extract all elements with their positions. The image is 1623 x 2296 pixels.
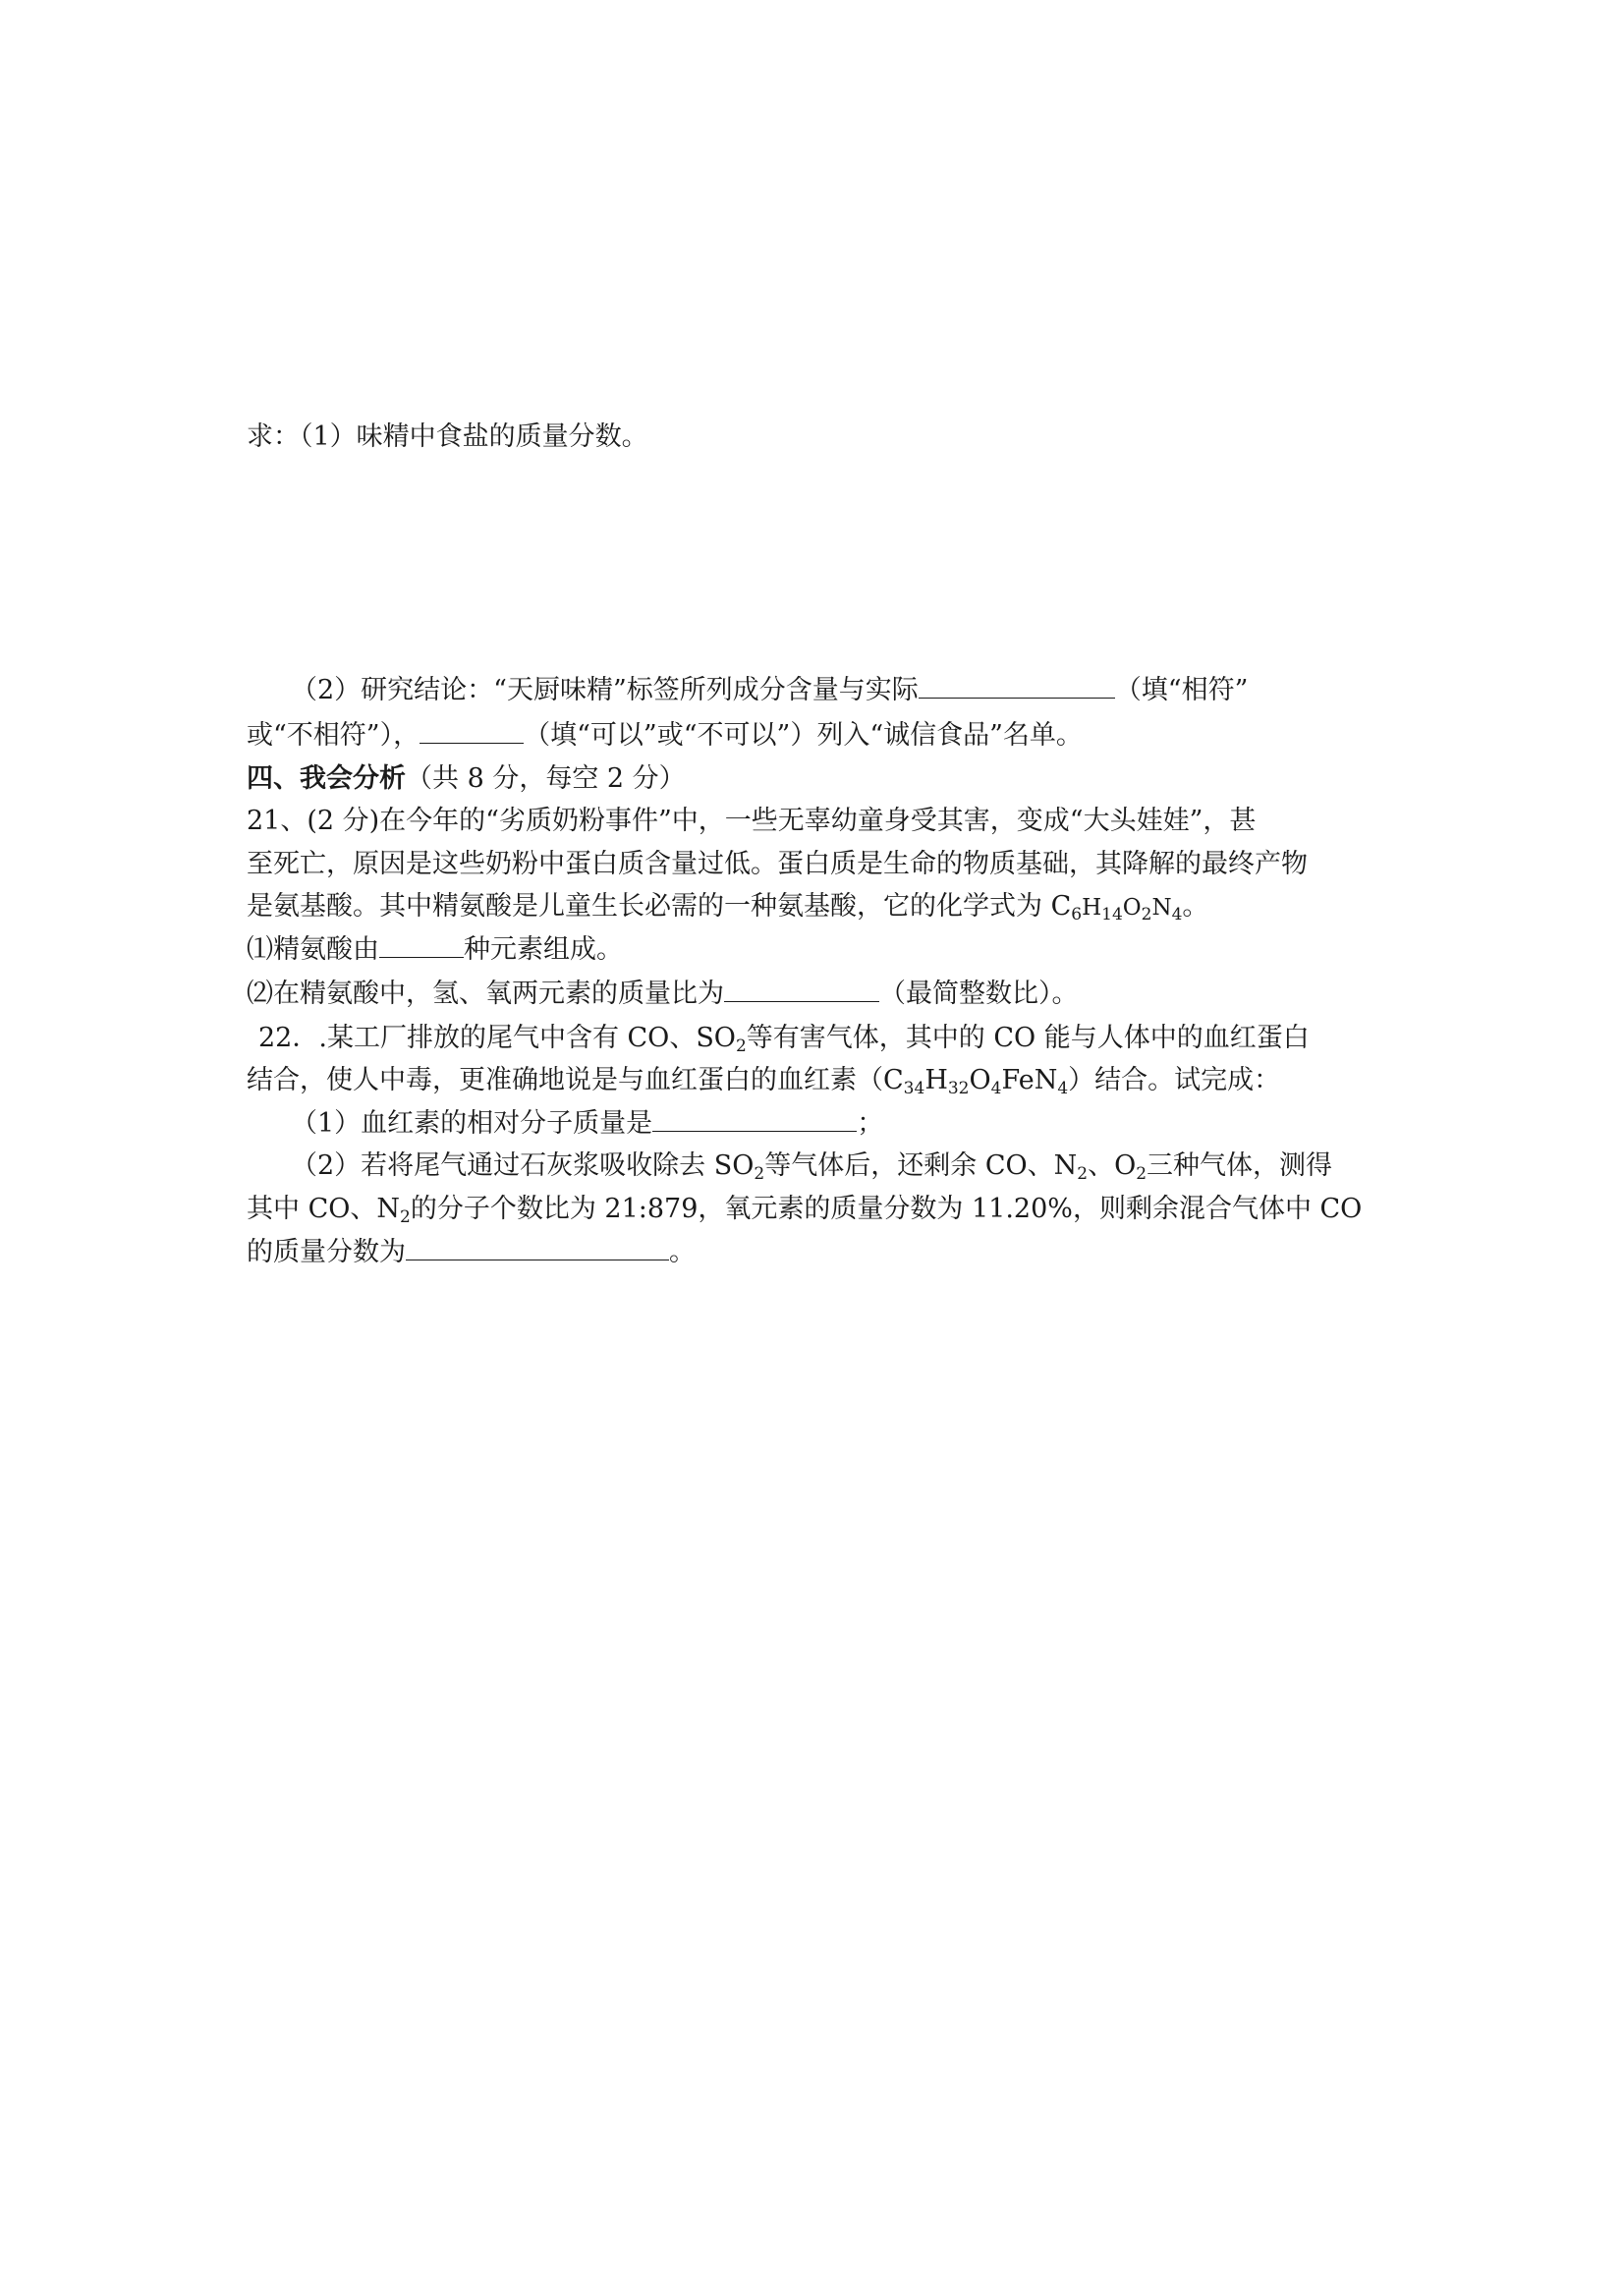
- q22-sub2-text-c: 、O: [1088, 1150, 1137, 1181]
- q21-line1: 21、(2 分)在今年的“劣质奶粉事件”中，一些无辜幼童身受其害，变成“大头娃娃”，甚: [247, 806, 1257, 836]
- section-4-title: 四、我会分析: [247, 763, 406, 794]
- q20-part2-line2: [247, 719, 1083, 753]
- q22-line4: [247, 1193, 1362, 1226]
- question-prompt: 求：（1）味精中食盐的质量分数。: [247, 421, 648, 452]
- subscript: 2: [735, 1036, 747, 1056]
- answer-blank-conclusion[interactable]: [919, 674, 1115, 699]
- q21-line2: 至死亡，原因是这些奶粉中蛋白质含量过低。蛋白质是生命的物质基础，其降解的最终产物: [247, 849, 1308, 879]
- q22-line5-text-a: 的质量分数为: [247, 1237, 406, 1267]
- answer-blank-mass-ratio[interactable]: [724, 978, 879, 1002]
- q22-line4-text-b: 的分子个数比为 21:879，氧元素的质量分数为 11.20%，则剩余混合气体中 CO: [410, 1194, 1363, 1224]
- q20-part2-text-b: （填“相符”: [1114, 675, 1249, 705]
- q22-sub1-text-a: （1）血红素的相对分子质量是: [291, 1108, 653, 1139]
- answer-blank-honest-food[interactable]: [420, 719, 524, 744]
- q22-sub1-text-b: ；: [857, 1108, 884, 1139]
- q21-line3-text: 是氨基酸。其中精氨酸是儿童生长必需的一种氨基酸，它的化学式为 C: [247, 891, 1072, 922]
- q22-sub2-text-b: 等气体后，还剩余 CO、N: [764, 1150, 1078, 1181]
- subscript: 2: [400, 1207, 411, 1227]
- q20-part2-text-c: 或“不相符”），: [247, 720, 420, 751]
- subscript: 2: [754, 1164, 765, 1184]
- q21-sub1-text-a: ⑴精氨酸由: [247, 934, 379, 965]
- q22-line2-text-b: ）结合。试完成：: [1068, 1065, 1281, 1095]
- heme-formula: $_{34}H_{32}O_4FeN_4$: [903, 1065, 1069, 1098]
- answer-blank-element-count[interactable]: [379, 933, 464, 958]
- arginine-formula: $_6H_{14}O_2N_4$: [1071, 895, 1183, 924]
- q22-line1-text-a: 22．.某工厂排放的尾气中含有 CO、SO: [258, 1023, 736, 1053]
- section-4-note: （共 8 分，每空 2 分）: [406, 763, 686, 794]
- q21-line3: 是氨基酸。其中精氨酸是儿童生长必需的一种氨基酸，它的化学式为 $C_6H_{14}O_2N_4$。: [247, 891, 1209, 924]
- q20-part2-text-d: （填“可以”或“不可以”）列入“诚信食品”名单。: [524, 720, 1083, 751]
- q22-sub2: [291, 1149, 1332, 1183]
- q21-sub1-text-b: 种元素组成。: [464, 934, 623, 965]
- q20-part2-text-a: （2）研究结论：“天厨味精”标签所列成分含量与实际: [291, 675, 919, 705]
- q22-line2-text-a: 结合，使人中毒，更准确地说是与血红蛋白的血红素（C: [247, 1065, 904, 1095]
- section-4-heading: [247, 762, 686, 796]
- q22-line4-text-a: 其中 CO、N: [247, 1194, 401, 1224]
- answer-blank-molecular-mass[interactable]: [652, 1107, 857, 1132]
- q22-line1: [258, 1022, 1310, 1055]
- q22-sub2-text-d: 三种气体，测得: [1147, 1150, 1333, 1181]
- q22-sub2-text-a: （2）若将尾气通过石灰浆吸收除去 SO: [291, 1150, 755, 1181]
- q22-line5: [247, 1236, 696, 1269]
- subscript: 2: [1077, 1164, 1089, 1184]
- q22-line5-text-b: 。: [669, 1237, 696, 1267]
- q21-sub2-text-b: （最简整数比）。: [879, 979, 1079, 1009]
- q21-sub2: [247, 978, 1079, 1011]
- q22-line2: [247, 1064, 1280, 1097]
- q22-sub1: [291, 1107, 883, 1141]
- answer-blank-co-mass-fraction[interactable]: [406, 1236, 669, 1260]
- q20-part2-line1: [291, 674, 1248, 707]
- q22-line1-text-b: 等有害气体，其中的 CO 能与人体中的血红蛋白: [746, 1023, 1310, 1053]
- subscript: 2: [1136, 1164, 1147, 1184]
- q21-sub1: [247, 933, 623, 967]
- q21-sub2-text-a: ⑵在精氨酸中，氢、氧两元素的质量比为: [247, 979, 724, 1009]
